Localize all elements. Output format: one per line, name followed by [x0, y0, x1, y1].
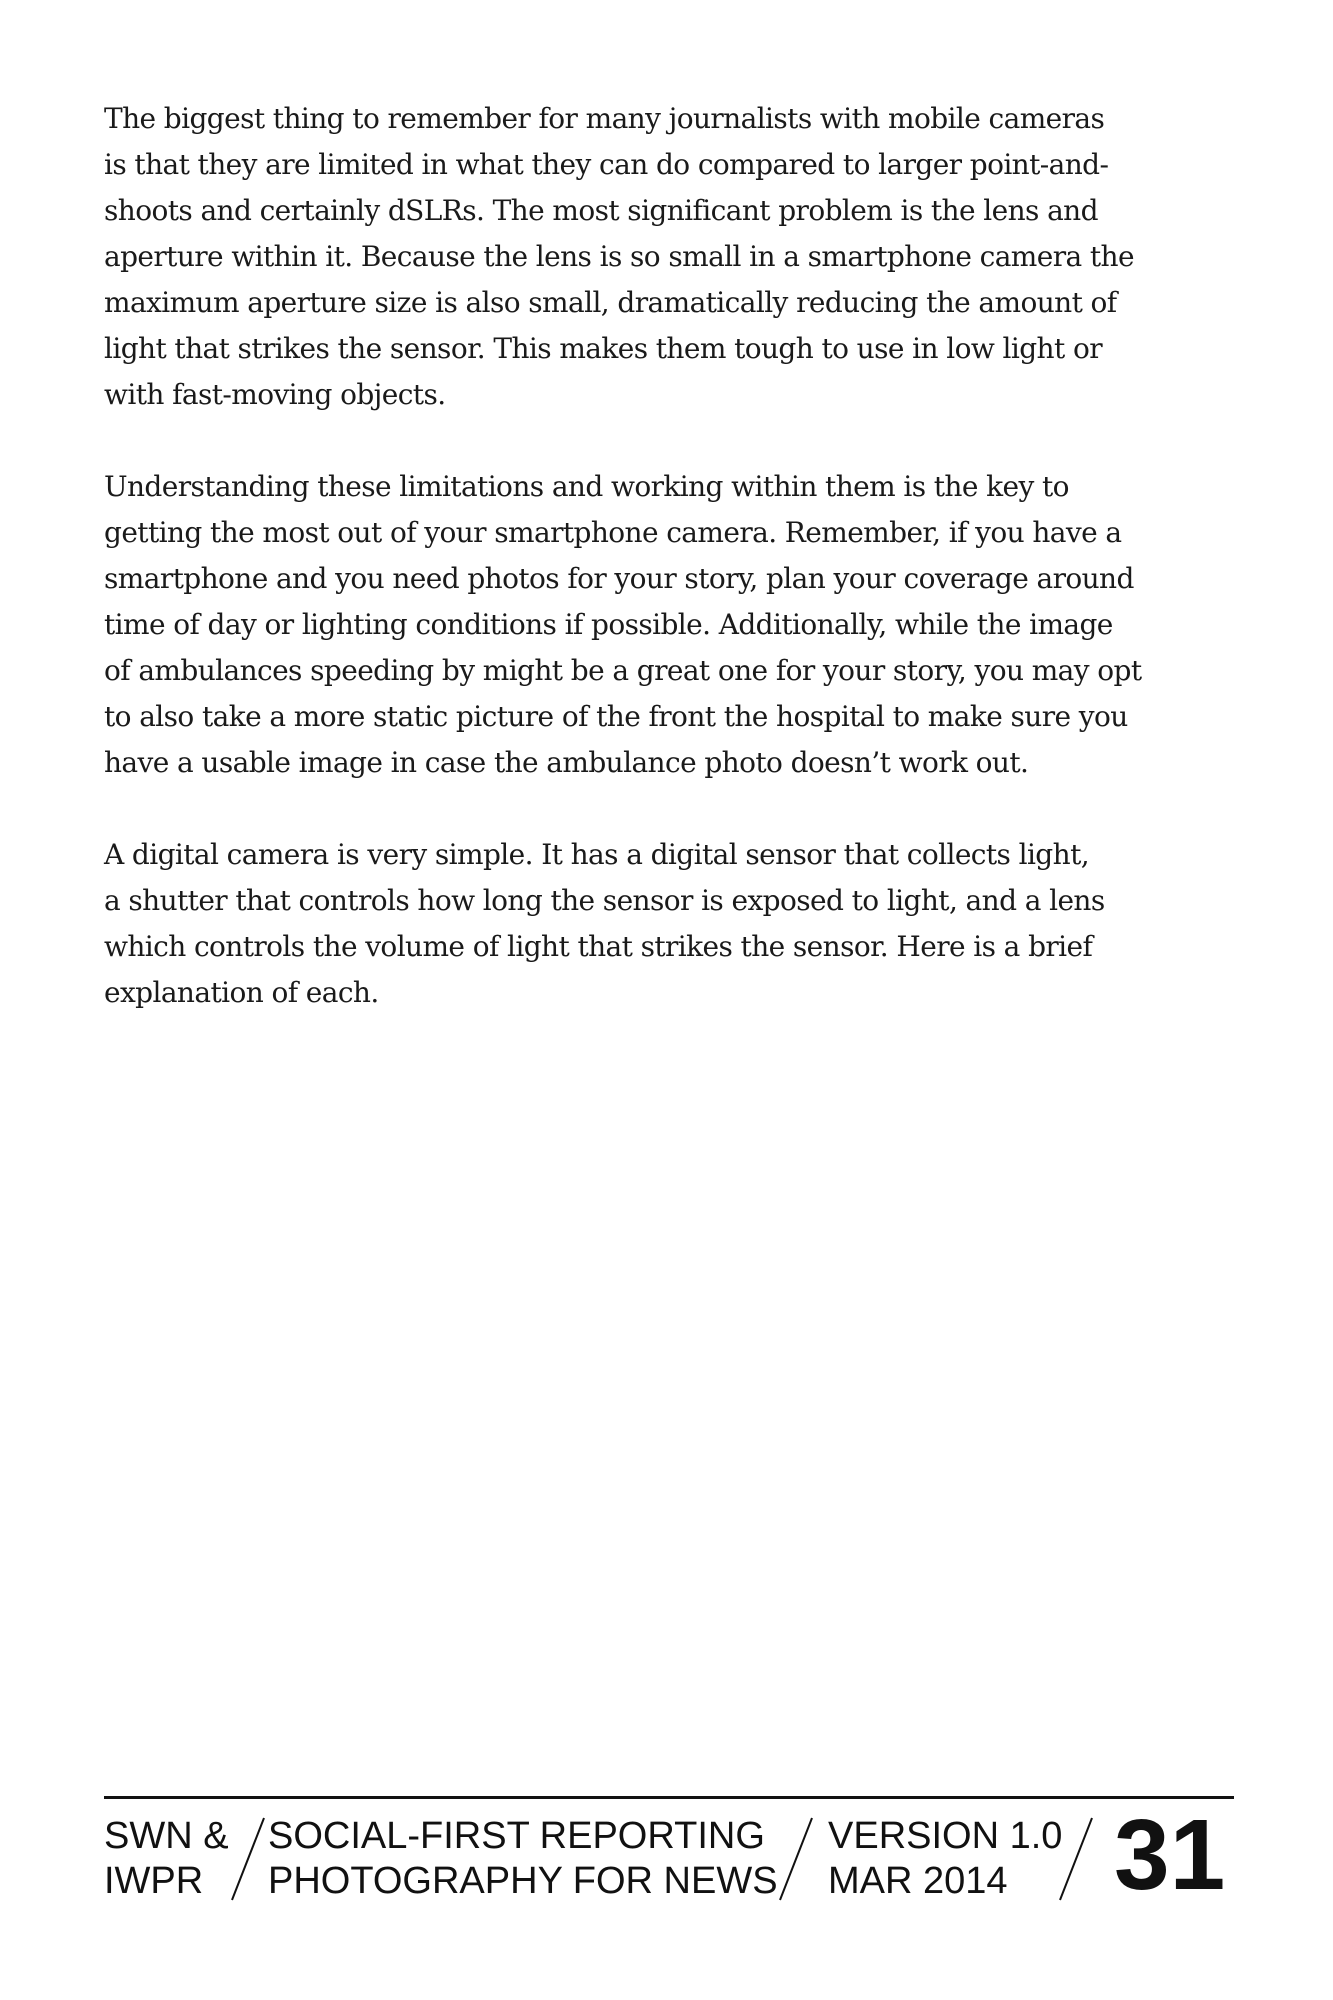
- paragraph-understanding-limitations: Understanding these limitations and working within them is the key to getting the most out of your smartphone camera. Remember, if you have a smartphone and you need photos for your story, plan your coverage around time of day or lighting conditions if possible. Additionally, while the image of ambulances speeding by might be a great one for your story, you may opt to also take a more static picture of the front the hospital to make sure you have a usable image in case the ambulance photo doesn’t work out.: [104, 470, 1142, 779]
- footer-slash-divider: [776, 1816, 816, 1902]
- body-text: [104, 96, 1239, 1062]
- footer-publication-line1: SOCIAL-FIRST REPORTING: [268, 1815, 765, 1857]
- footer-slash-divider: [228, 1816, 268, 1902]
- footer-slash-divider: [1056, 1816, 1096, 1902]
- footer-rule: [104, 1796, 1234, 1799]
- page-footer: [104, 1796, 1234, 1911]
- footer-publication: [268, 1814, 778, 1904]
- footer-version-line2: MAR 2014: [828, 1860, 1008, 1902]
- footer-org-line1: SWN &: [104, 1815, 229, 1857]
- footer-version-line1: VERSION 1.0: [828, 1815, 1063, 1857]
- paragraph-digital-camera-basics: A digital camera is very simple. It has a digital sensor that collects light, a shutter that controls how long the sensor is exposed to light, and a lens which controls the volume of light that strikes the sensor. Here is a brief explanation of each.: [104, 838, 1105, 1009]
- footer-version: [828, 1814, 1062, 1904]
- paragraph-mobile-camera-limits: The biggest thing to remember for many journalists with mobile cameras is that they are limited in what they can do compared to larger point-and- shoots and certainly dSLRs. The most significant problem is the lens and aperture within it. Because the lens is so small in a smartphone camera the maximum aperture size is also small, dramatically reducing the amount of light that strikes the sensor. This makes them tough to use in low light or with fast-moving objects.: [104, 102, 1134, 411]
- footer-publication-line2: PHOTOGRAPHY FOR NEWS: [268, 1860, 778, 1902]
- footer-org: [104, 1814, 229, 1904]
- footer-org-line2: IWPR: [104, 1860, 204, 1902]
- page-number: 31: [1114, 1799, 1226, 1911]
